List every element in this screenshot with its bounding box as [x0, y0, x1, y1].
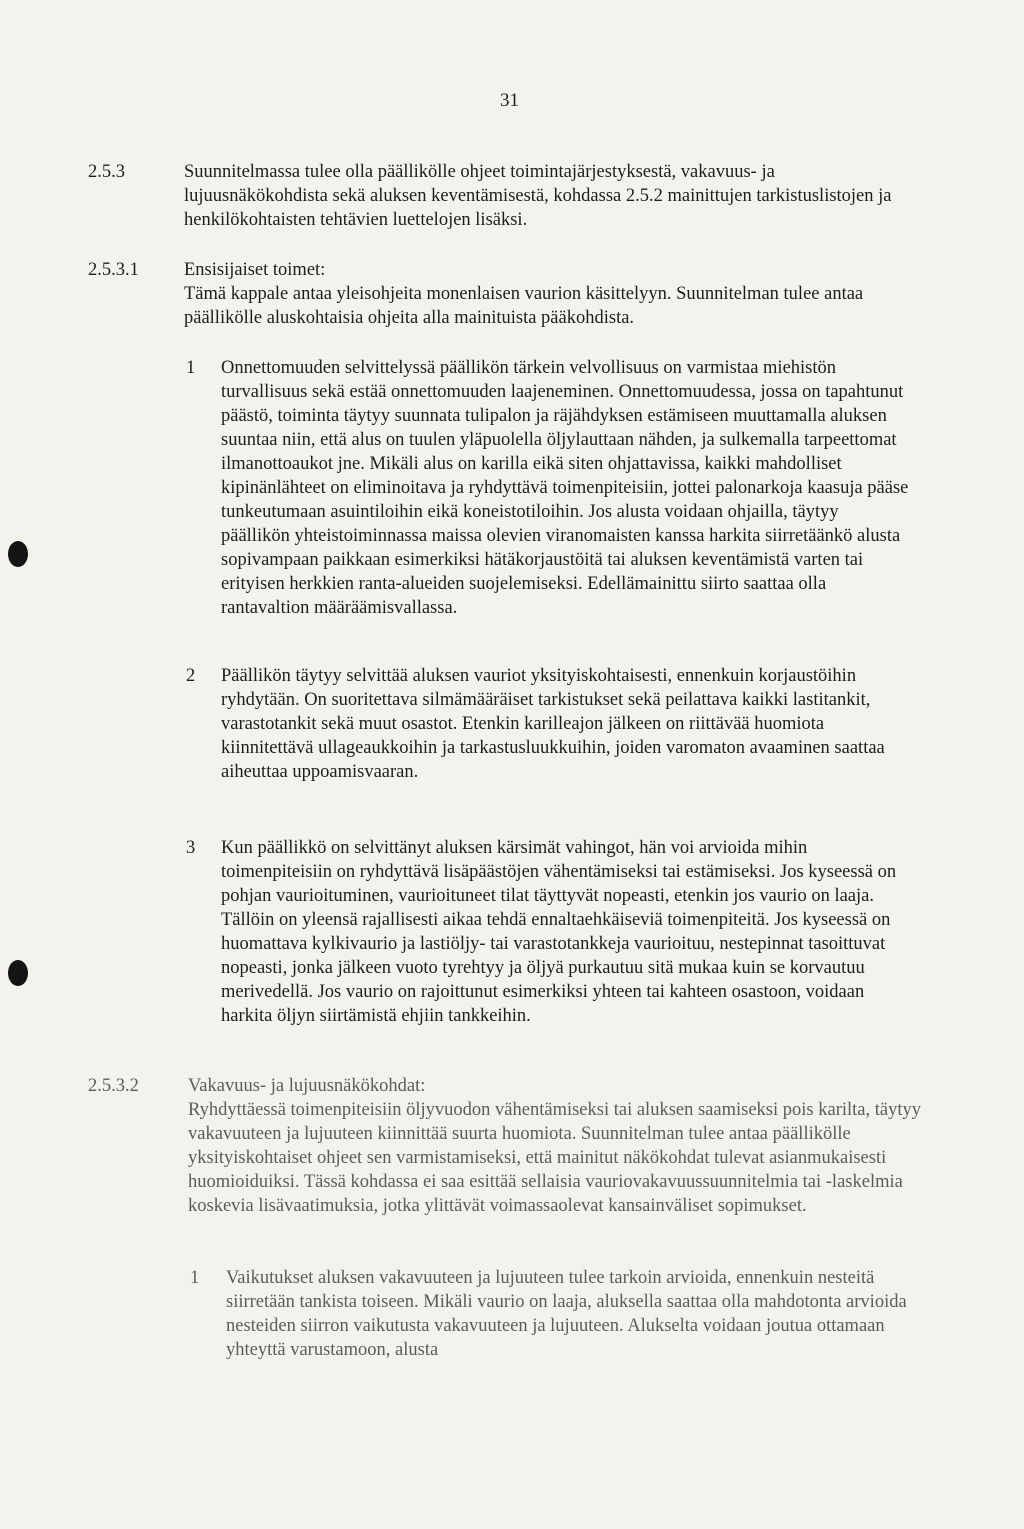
section-number: 2.5.3.1 [88, 260, 139, 280]
item-text: Kun päällikkö on selvittänyt aluksen kärsimät vahingot, hän voi arvioida mihin toimenpiteisiin on ryhdyttävä lisäpäästöjen vähentämiseksi tai estämiseksi. Jos kyseessä on pohjan vaurioituminen, vaurioituneet tilat täyttyvät nopeasti, etenkin jos vaurio on laaja. Tällöin on yleensä rajallisesti aikaa tehdä ennaltaehkäiseviä toimenpiteitä. Jos kyseessä on huomattava kylkivaurio ja lastiöljy- tai varastotankkeja vaurioituu, nestepinnat tasoittuvat nopeasti, jonka jälkeen vuoto tyrehtyy ja öljyä purkautuu sitä mukaa kuin se korvautuu merivedellä. Jos vaurio on rajoittunut esimerkiksi yhteen tai kahteen osastoon, voidaan harkita öljyn siirtämistä ehjiin tankkeihin. [221, 838, 897, 1026]
section-text: Tämä kappale antaa yleisohjeita monenlaisen vaurion käsittelyyn. Suunnitelman tulee antaa päällikölle aluskohtaisia ohjeita alla mainituista pääkohdista. [184, 284, 864, 328]
section-text: Ryhdyttäessä toimenpiteisiin öljyvuodon vähentämiseksi tai aluksen saamiseksi pois karilta, täytyy vakavuuteen ja lujuuteen kiinnittää suurta huomiota. Suunnitelman tulee antaa päällikölle yksityiskohtaiset ohjeet sen varmistamiseksi, että mainitut näkökohdat tulevat asianmukaisesti huomioiduiksi. Tässä kohdassa ei saa esittää sellaisia vauriovakavuussuunnitelmia tai -laskelmia koskevia lisävaatimuksia, jotka ylittävät voimassaolevat kansainväliset sopimukset. [188, 1100, 921, 1216]
section-number: 2.5.3.2 [88, 1076, 139, 1096]
section-text: Suunnitelmassa tulee olla päällikölle ohjeet toimintajärjestyksestä, vakavuus- ja lujuusnäkökohdista sekä aluksen keventämisestä, kohdassa 2.5.2 mainittujen tarkistuslistojen ja henkilökohtaisten tehtävien luettelojen lisäksi. [184, 162, 892, 230]
binder-hole [8, 541, 28, 567]
page-number: 31 [500, 90, 519, 111]
section-number: 2.5.3 [88, 162, 125, 182]
item-number: 1 [190, 1268, 200, 1288]
item-text: Vaikutukset aluksen vakavuuteen ja lujuuteen tulee tarkoin arvioida, ennenkuin nesteitä siirretään tankista toiseen. Mikäli vaurio on laaja, aluksella saattaa olla mahdotonta arvioida nesteiden siirron vaikutusta vakavuuteen ja lujuuteen. Alukselta voidaan joutua ottamaan yhteyttä varustamoon, alusta [226, 1268, 907, 1360]
item-number: 1 [186, 358, 196, 378]
item-number: 2 [186, 666, 196, 686]
binder-hole [8, 960, 28, 986]
section-body [184, 258, 904, 330]
section-heading: Ensisijaiset toimet: [184, 260, 326, 280]
item-text: Päällikön täytyy selvittää aluksen vauriot yksityiskohtaisesti, ennenkuin korjaustöihin ryhdytään. On suoritettava silmämääräiset tarkistukset sekä peilattava kaikki lastitankit, varastotankit sekä muut osastot. Etenkin karilleajon jälkeen on riittävää huomiota kiinnitettävä ullageaukkoihin ja tarkastusluukkuihin, joiden varomaton avaaminen saattaa aiheuttaa uppoamisvaaran. [221, 666, 885, 782]
section-heading: Vakavuus- ja lujuusnäkökohdat: [188, 1076, 426, 1096]
section-body [188, 1074, 926, 1218]
item-number: 3 [186, 838, 196, 858]
item-text: Onnettomuuden selvittelyssä päällikön tärkein velvollisuus on varmistaa miehistön turvallisuus sekä estää onnettomuuden laajeneminen. Onnettomuudessa, jossa on tapahtunut päästö, toiminta täytyy suunnata tulipalon ja räjähdyksen estämiseen muuttamalla aluksen suuntaa niin, että alus on tuulen yläpuolella öljylauttaan nähden, ja sulkemalla tarpeettomat ilmanottoaukot jne. Mikäli alus on karilla eikä siten ohjattavissa, kaikki mahdolliset kipinänlähteet on eliminoitava ja ryhdyttävä toimenpiteisiin, jottei palonarkoja kaasuja pääse tunkeutumaan asuintiloihin eikä koneistotiloihin. Jos alusta voidaan ohjailla, täytyy päällikön yhteistoiminnassa maissa olevien viranomaisten kanssa harkita siirretäänkö alusta sopivampaan paikkaan esimerkiksi hätäkorjaustöitä tai aluksen keventämistä varten tai erityisen herkkien ranta-alueiden suojelemiseksi. Edellämainittu siirto saattaa olla rantavaltion määräämisvallassa. [221, 358, 909, 618]
